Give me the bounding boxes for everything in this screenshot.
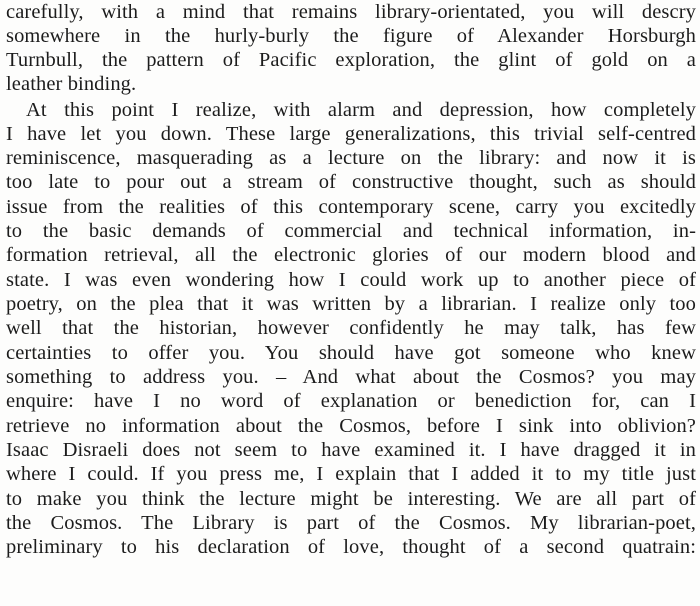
text-line: formation retrieval, all the electronic glories of our modern blood and: [6, 244, 696, 266]
text-line: state. I was even wondering how I could work up to another piece of: [6, 269, 696, 291]
text-line: carefully, with a mind that remains library-orientated, you will descry: [6, 1, 696, 23]
text-line: where I could. If you press me, I explain that I added it to my title just: [6, 463, 696, 485]
text-line: something to address you. – And what about the Cosmos? you may: [6, 366, 696, 388]
text-line: leather binding.: [6, 73, 137, 95]
text-line: Isaac Disraeli does not seem to have examined it. I have dragged it in: [6, 439, 696, 461]
text-line: retrieve no information about the Cosmos, before I sink into oblivion?: [6, 415, 696, 437]
text-line: certainties to offer you. You should have got someone who knew: [6, 342, 696, 364]
text-line: somewhere in the hurly-burly the figure of Alexander Horsburgh: [6, 25, 696, 47]
text-line: enquire: have I no word of explanation or benediction for, can I: [6, 390, 696, 412]
text-line: poetry, on the plea that it was written by a librarian. I realize only too: [6, 293, 696, 315]
text-line: to make you think the lecture might be interesting. We are all part of: [6, 488, 696, 510]
text-line: well that the historian, however confidently he may talk, has few: [6, 317, 696, 339]
text-line: too late to pour out a stream of constructive thought, such as should: [6, 171, 696, 193]
text-line: issue from the realities of this contemporary scene, carry you excitedly: [6, 196, 696, 218]
text-line: to the basic demands of commercial and technical information, in-: [6, 220, 696, 242]
text-line: preliminary to his declaration of love, thought of a second quatrain:: [6, 536, 696, 558]
text-line: reminiscence, masquerading as a lecture on the library: and now it is: [6, 147, 696, 169]
text-line: Turnbull, the pattern of Pacific exploration, the glint of gold on a: [6, 49, 696, 71]
text-line: the Cosmos. The Library is part of the Cosmos. My librarian-poet,: [6, 512, 696, 534]
text-line: I have let you down. These large generalizations, this trivial self-centred: [6, 123, 696, 145]
paragraph-first-line: At this point I realize, with alarm and depression, how completely: [26, 99, 696, 121]
